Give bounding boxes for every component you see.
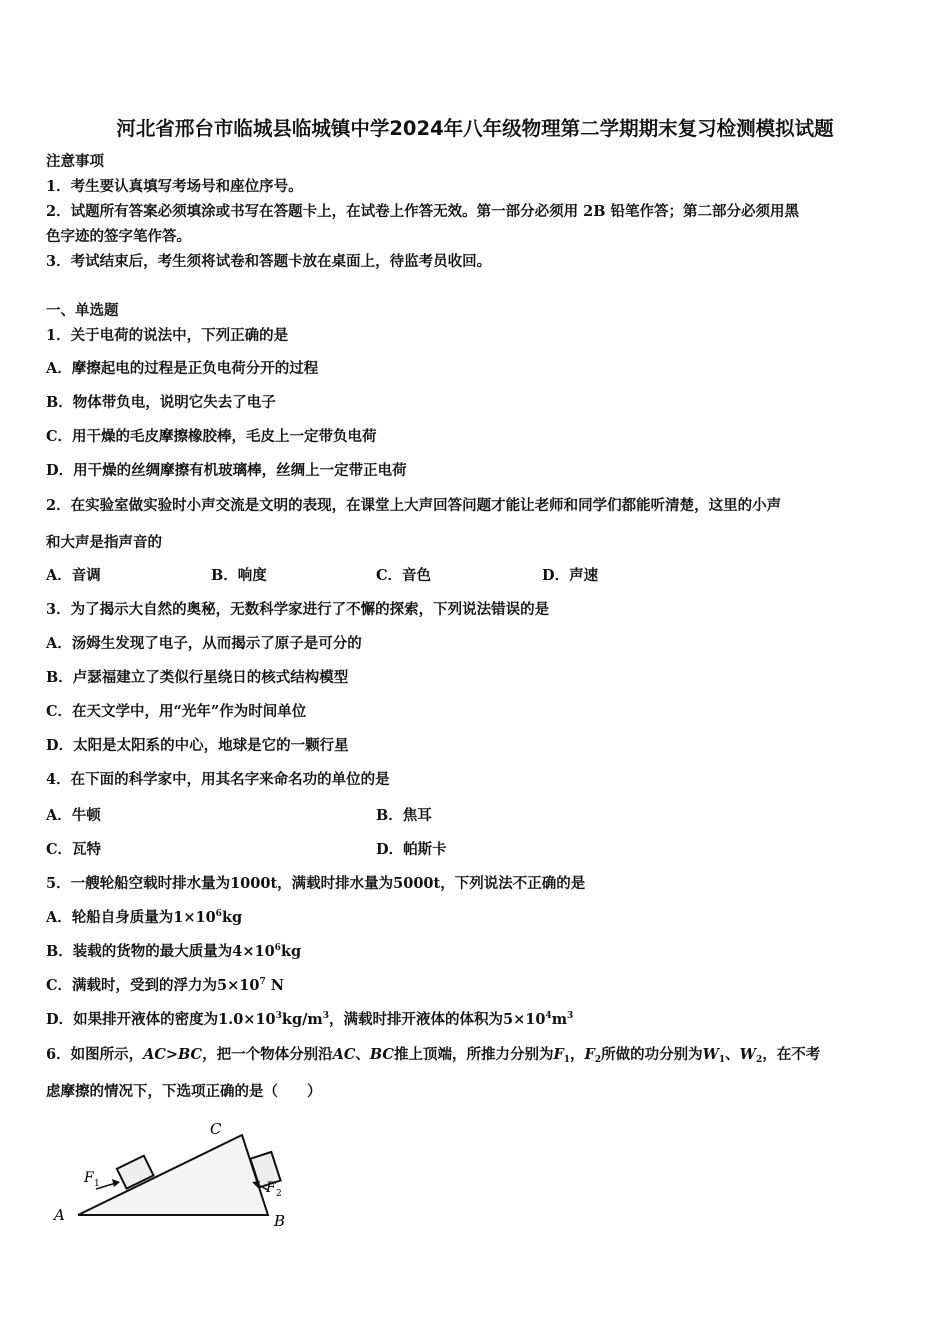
question-5-option-b: B．装载的货物的最大质量为$4\times 10^6kg$ — [46, 943, 302, 960]
question-4-stem: 4．在下面的科学家中，用其名字来命名功的单位的是 — [46, 771, 390, 788]
question-5-stem: 5．一艘轮船空载时排水量为1000t，满载时排水量为5000t，下列说法不正确的是 — [46, 875, 586, 892]
question-3-stem: 3．为了揭示大自然的奥秘，无数科学家进行了不懈的探索，下列说法错误的是 — [46, 601, 550, 618]
question-1-option-a: A．摩擦起电的过程是正负电荷分开的过程 — [46, 360, 319, 377]
notice-item: 2．试题所有答案必须填涂或书写在答题卡上，在试卷上作答无效。第一部分必须用 2B 铅笔作答；第二部分必须用黑 — [46, 203, 800, 220]
question-3-option-c: C．在天文学中，用“光年”作为时间单位 — [46, 703, 307, 720]
question-5-option-c: C．满载时，受到的浮力为$5\times 10^7$ N — [46, 977, 285, 994]
question-2-option-b: B．响度 — [211, 567, 267, 584]
notice-item: 3．考试结束后，考生须将试卷和答题卡放在桌面上，待监考员收回。 — [46, 253, 492, 270]
triangle-incline — [78, 1135, 268, 1215]
question-3-option-a: A．汤姆生发现了电子，从而揭示了原子是可分的 — [46, 635, 362, 652]
question-2-stem-line2: 和大声是指声音的 — [46, 534, 162, 551]
label-f1-sub: 1 — [94, 1179, 100, 1189]
label-a: A — [54, 1206, 65, 1224]
question-4-option-a: A．牛顿 — [46, 807, 101, 824]
question-3-option-d: D．太阳是太阳系的中心，地球是它的一颗行星 — [46, 737, 349, 754]
notice-heading: 注意事项 — [46, 153, 104, 170]
section-heading: 一、单选题 — [46, 302, 119, 319]
question-1-stem: 1．关于电荷的说法中，下列正确的是 — [46, 327, 289, 344]
question-4-option-c: C．瓦特 — [46, 841, 102, 858]
label-b: B — [274, 1212, 286, 1230]
question-4-option-d: D．帕斯卡 — [376, 841, 447, 858]
question-2-option-a: A．音调 — [46, 567, 101, 584]
force-f1-arrowhead — [112, 1179, 120, 1187]
question-2-option-d: D．声速 — [542, 567, 599, 584]
question-1-option-d: D．用干燥的丝绸摩擦有机玻璃棒，丝绸上一定带正电荷 — [46, 462, 407, 479]
question-5-option-d: D．如果排开液体的密度为$1.0\times 10^3kg/m^3$，满载时排开液体的体积为$5\times 10^4m^3$ — [46, 1011, 574, 1028]
question-6-stem-line1: 6．如图所示，AC>BC，把一个物体分别沿AC、BC推上顶端，所推力分别为$F_1$，$F_2$所做的功分别为$W_1$、$W_2$，在不考 — [46, 1046, 821, 1065]
question-2-stem-line1: 2．在实验室做实验时小声交流是文明的表现，在课堂上大声回答问题才能让老师和同学们都能听清楚，这里的小声 — [46, 497, 782, 514]
question-1-option-c: C．用干燥的毛皮摩擦橡胶棒，毛皮上一定带负电荷 — [46, 428, 377, 445]
question-4-option-b: B．焦耳 — [376, 807, 432, 824]
label-f1: F — [84, 1170, 94, 1186]
question-6-stem-line2: 虑摩擦的情况下，下选项正确的是（ ） — [46, 1083, 322, 1100]
page-title: 河北省邢台市临城县临城镇中学2024年八年级物理第二学期期末复习检测模拟试题 — [116, 117, 834, 140]
question-3-option-b: B．卢瑟福建立了类似行星绕日的核式结构模型 — [46, 669, 349, 686]
question-5-option-a: A．轮船自身质量为$1\times 10^6kg$ — [46, 909, 243, 926]
incline-figure — [46, 1110, 306, 1230]
notice-item: 色字迹的签字笔作答。 — [46, 228, 191, 245]
label-c: C — [210, 1120, 222, 1138]
label-f2: F — [266, 1180, 276, 1196]
question-1-option-b: B．物体带负电，说明它失去了电子 — [46, 394, 276, 411]
notice-item: 1．考生要认真填写考场号和座位序号。 — [46, 178, 303, 195]
question-2-option-c: C．音色 — [376, 567, 432, 584]
label-f2-sub: 2 — [276, 1189, 282, 1199]
